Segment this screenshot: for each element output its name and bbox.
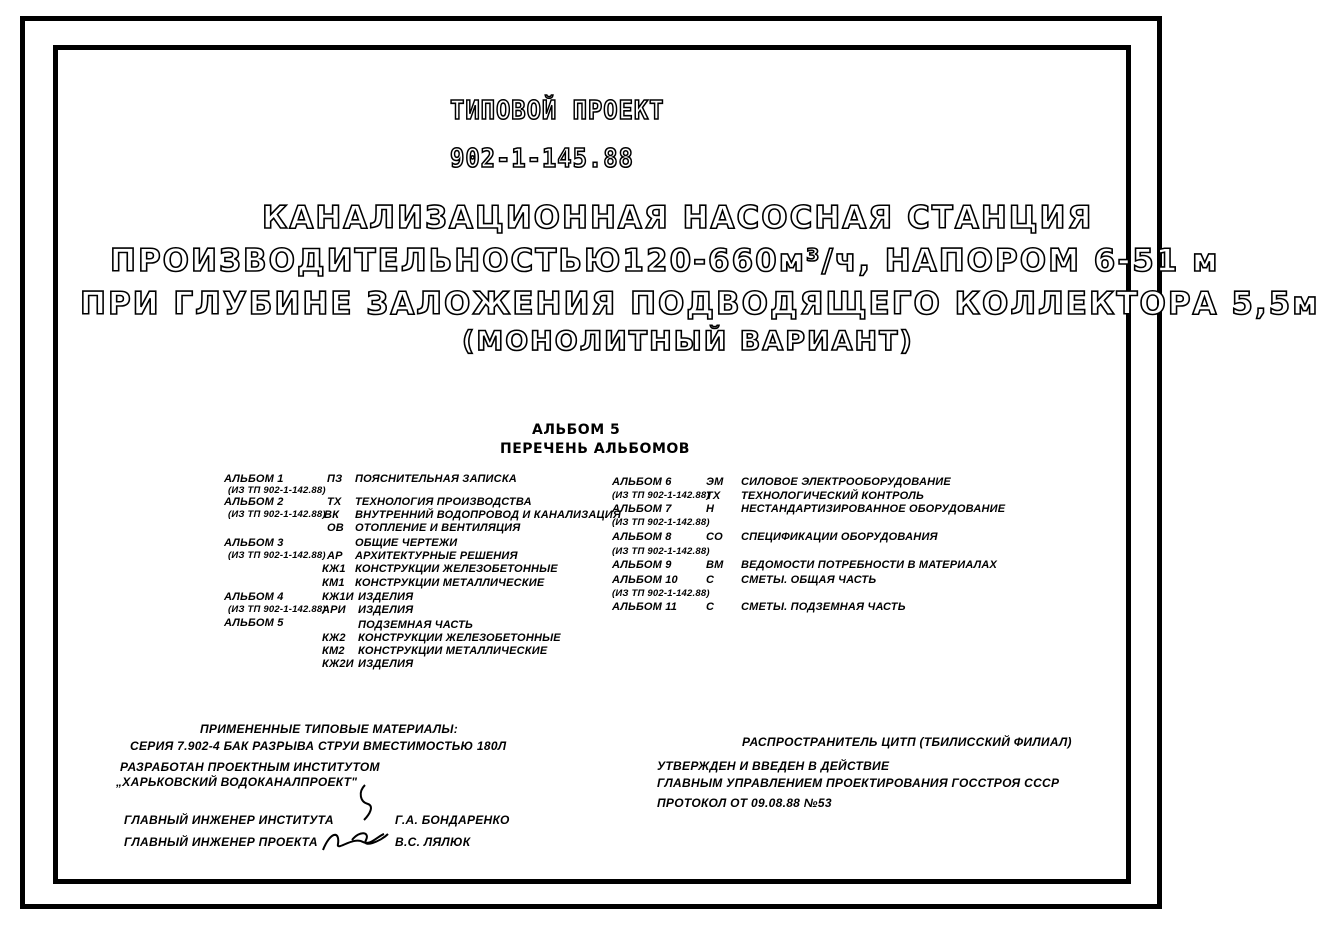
list-item-desc: СИЛОВОЕ ЭЛЕКТРООБОРУДОВАНИЕ [741,476,951,488]
list-item-code: АРИ [322,604,346,616]
list-item-album: (ИЗ ТП 902-1-142.88) [228,509,326,520]
list-item-album: АЛЬБОМ 4 [224,591,284,603]
list-item-desc: ИЗДЕЛИЯ [358,604,414,616]
albums-list-title: ПЕРЕЧЕНЬ АЛЬБОМОВ [500,441,690,457]
list-item-desc: ПОДЗЕМНАЯ ЧАСТЬ [358,619,474,631]
list-item-desc: ПОЯСНИТЕЛЬНАЯ ЗАПИСКА [355,473,517,485]
list-item-code: ЭМ [706,476,724,488]
chief-institute-name: Г.А. БОНДАРЕНКО [395,813,510,827]
distributor: РАСПРОСТРАНИТЕЛЬ ЦИТП (ТБИЛИССКИЙ ФИЛИАЛ) [742,735,1072,749]
chief-project-label: ГЛАВНЫЙ ИНЖЕНЕР ПРОЕКТА [124,835,318,849]
title-line-1: КАНАЛИЗАЦИОННАЯ НАСОСНАЯ СТАНЦИЯ [262,200,1094,236]
list-item-code: ПЗ [327,473,343,485]
list-item-album: АЛЬБОМ 6 [612,476,672,488]
list-item-code: ОВ [327,522,344,534]
materials-series: СЕРИЯ 7.902-4 БАК РАЗРЫВА СТРУИ ВМЕСТИМОСТЬЮ 180Л [130,739,507,753]
list-item-album: АЛЬБОМ 7 [612,503,672,515]
list-item-code: КМ1 [322,577,345,589]
list-item-code: С [706,574,715,586]
list-item-desc: КОНСТРУКЦИИ МЕТАЛЛИЧЕСКИЕ [355,577,545,589]
developer-line-2: „ХАРЬКОВСКИЙ ВОДОКАНАЛПРОЕКТ" [116,775,358,789]
list-item-desc: АРХИТЕКТУРНЫЕ РЕШЕНИЯ [355,550,518,562]
approval-line-2: ГЛАВНЫМ УПРАВЛЕНИЕМ ПРОЕКТИРОВАНИЯ ГОССТРОЯ СССР [657,776,1060,790]
chief-institute-label: ГЛАВНЫЙ ИНЖЕНЕР ИНСТИТУТА [124,813,334,827]
list-item-code: ТХ [327,496,342,508]
list-item-desc: ТЕХНОЛОГИЧЕСКИЙ КОНТРОЛЬ [741,490,924,502]
list-item-code: КЖ2И [322,658,354,670]
header-line-1: ТИПОВОЙ ПРОЕКТ [450,96,665,126]
approval-line-3: ПРОТОКОЛ ОТ 09.08.88 №53 [657,796,832,810]
list-item-code: АР [327,550,343,562]
approval-line-1: УТВЕРЖДЕН И ВВЕДЕН В ДЕЙСТВИЕ [657,759,890,773]
list-item-desc: ОБЩИЕ ЧЕРТЕЖИ [355,537,458,549]
list-item-album: АЛЬБОМ 5 [224,617,284,629]
list-item-album: (ИЗ ТП 902-1-142.88) [612,517,710,528]
developer-line-1: РАЗРАБОТАН ПРОЕКТНЫМ ИНСТИТУТОМ [120,760,380,774]
list-item-desc: КОНСТРУКЦИИ МЕТАЛЛИЧЕСКИЕ [358,645,548,657]
title-line-2: ПРОИЗВОДИТЕЛЬНОСТЬЮ120-660м³/ч, НАПОРОМ 6-51 м [110,243,1220,279]
list-item-code: КЖ1И [322,591,354,603]
signature-project [318,822,388,857]
list-item-code: КЖ2 [322,632,346,644]
list-item-album: АЛЬБОМ 11 [612,601,678,613]
list-item-desc: СПЕЦИФИКАЦИИ ОБОРУДОВАНИЯ [741,531,938,543]
list-item-code: КЖ1 [322,563,346,575]
list-item-code: ВК [324,509,340,521]
list-item-desc: ОТОПЛЕНИЕ И ВЕНТИЛЯЦИЯ [355,522,521,534]
list-item-album: (ИЗ ТП 902-1-142.88) [612,588,710,599]
project-number: 902-1-145.88 [450,144,634,174]
list-item-album: АЛЬБОМ 10 [612,574,678,586]
chief-project-name: В.С. ЛЯЛЮК [395,835,471,849]
list-item-desc: ТЕХНОЛОГИЯ ПРОИЗВОДСТВА [355,496,532,508]
list-item-desc: СМЕТЫ. ОБЩАЯ ЧАСТЬ [741,574,877,586]
list-item-code: ТХ [706,490,721,502]
list-item-desc: ВЕДОМОСТИ ПОТРЕБНОСТИ В МАТЕРИАЛАХ [741,559,998,571]
list-item-album: (ИЗ ТП 902-1-142.88) [612,546,710,557]
list-item-code: КМ2 [322,645,345,657]
materials-heading: ПРИМЕНЕННЫЕ ТИПОВЫЕ МАТЕРИАЛЫ: [200,722,459,736]
list-item-album: (ИЗ ТП 902-1-142.88) [228,485,326,496]
list-item-desc: НЕСТАНДАРТИЗИРОВАННОЕ ОБОРУДОВАНИЕ [741,503,1006,515]
list-item-desc: ИЗДЕЛИЯ [358,658,414,670]
list-item-desc: СМЕТЫ. ПОДЗЕМНАЯ ЧАСТЬ [741,601,906,613]
list-item-album: (ИЗ ТП 902-1-142.88) [612,490,710,501]
list-item-code: С [706,601,715,613]
list-item-code: ВМ [706,559,724,571]
list-item-album: АЛЬБОМ 1 [224,473,284,485]
list-item-album: АЛЬБОМ 8 [612,531,672,543]
title-line-3: ПРИ ГЛУБИНЕ ЗАЛОЖЕНИЯ ПОДВОДЯЩЕГО КОЛЛЕКТОРА 5,5м [80,286,1320,322]
list-item-code: СО [706,531,723,543]
list-item-desc: КОНСТРУКЦИИ ЖЕЛЕЗОБЕТОННЫЕ [358,632,561,644]
list-item-album: АЛЬБОМ 9 [612,559,672,571]
title-line-4: (МОНОЛИТНЫЙ ВАРИАНТ) [462,326,914,357]
list-item-album: АЛЬБОМ 3 [224,537,284,549]
list-item-desc: КОНСТРУКЦИИ ЖЕЛЕЗОБЕТОННЫЕ [355,563,558,575]
list-item-album: (ИЗ ТП 902-1-142.88) [228,604,326,615]
list-item-code: Н [706,503,715,515]
list-item-desc: ВНУТРЕННИЙ ВОДОПРОВОД И КАНАЛИЗАЦИЯ [355,509,622,521]
list-item-album: АЛЬБОМ 2 [224,496,284,508]
list-item-album: (ИЗ ТП 902-1-142.88) [228,550,326,561]
album-label: АЛЬБОМ 5 [532,422,621,438]
list-item-desc: ИЗДЕЛИЯ [358,591,414,603]
